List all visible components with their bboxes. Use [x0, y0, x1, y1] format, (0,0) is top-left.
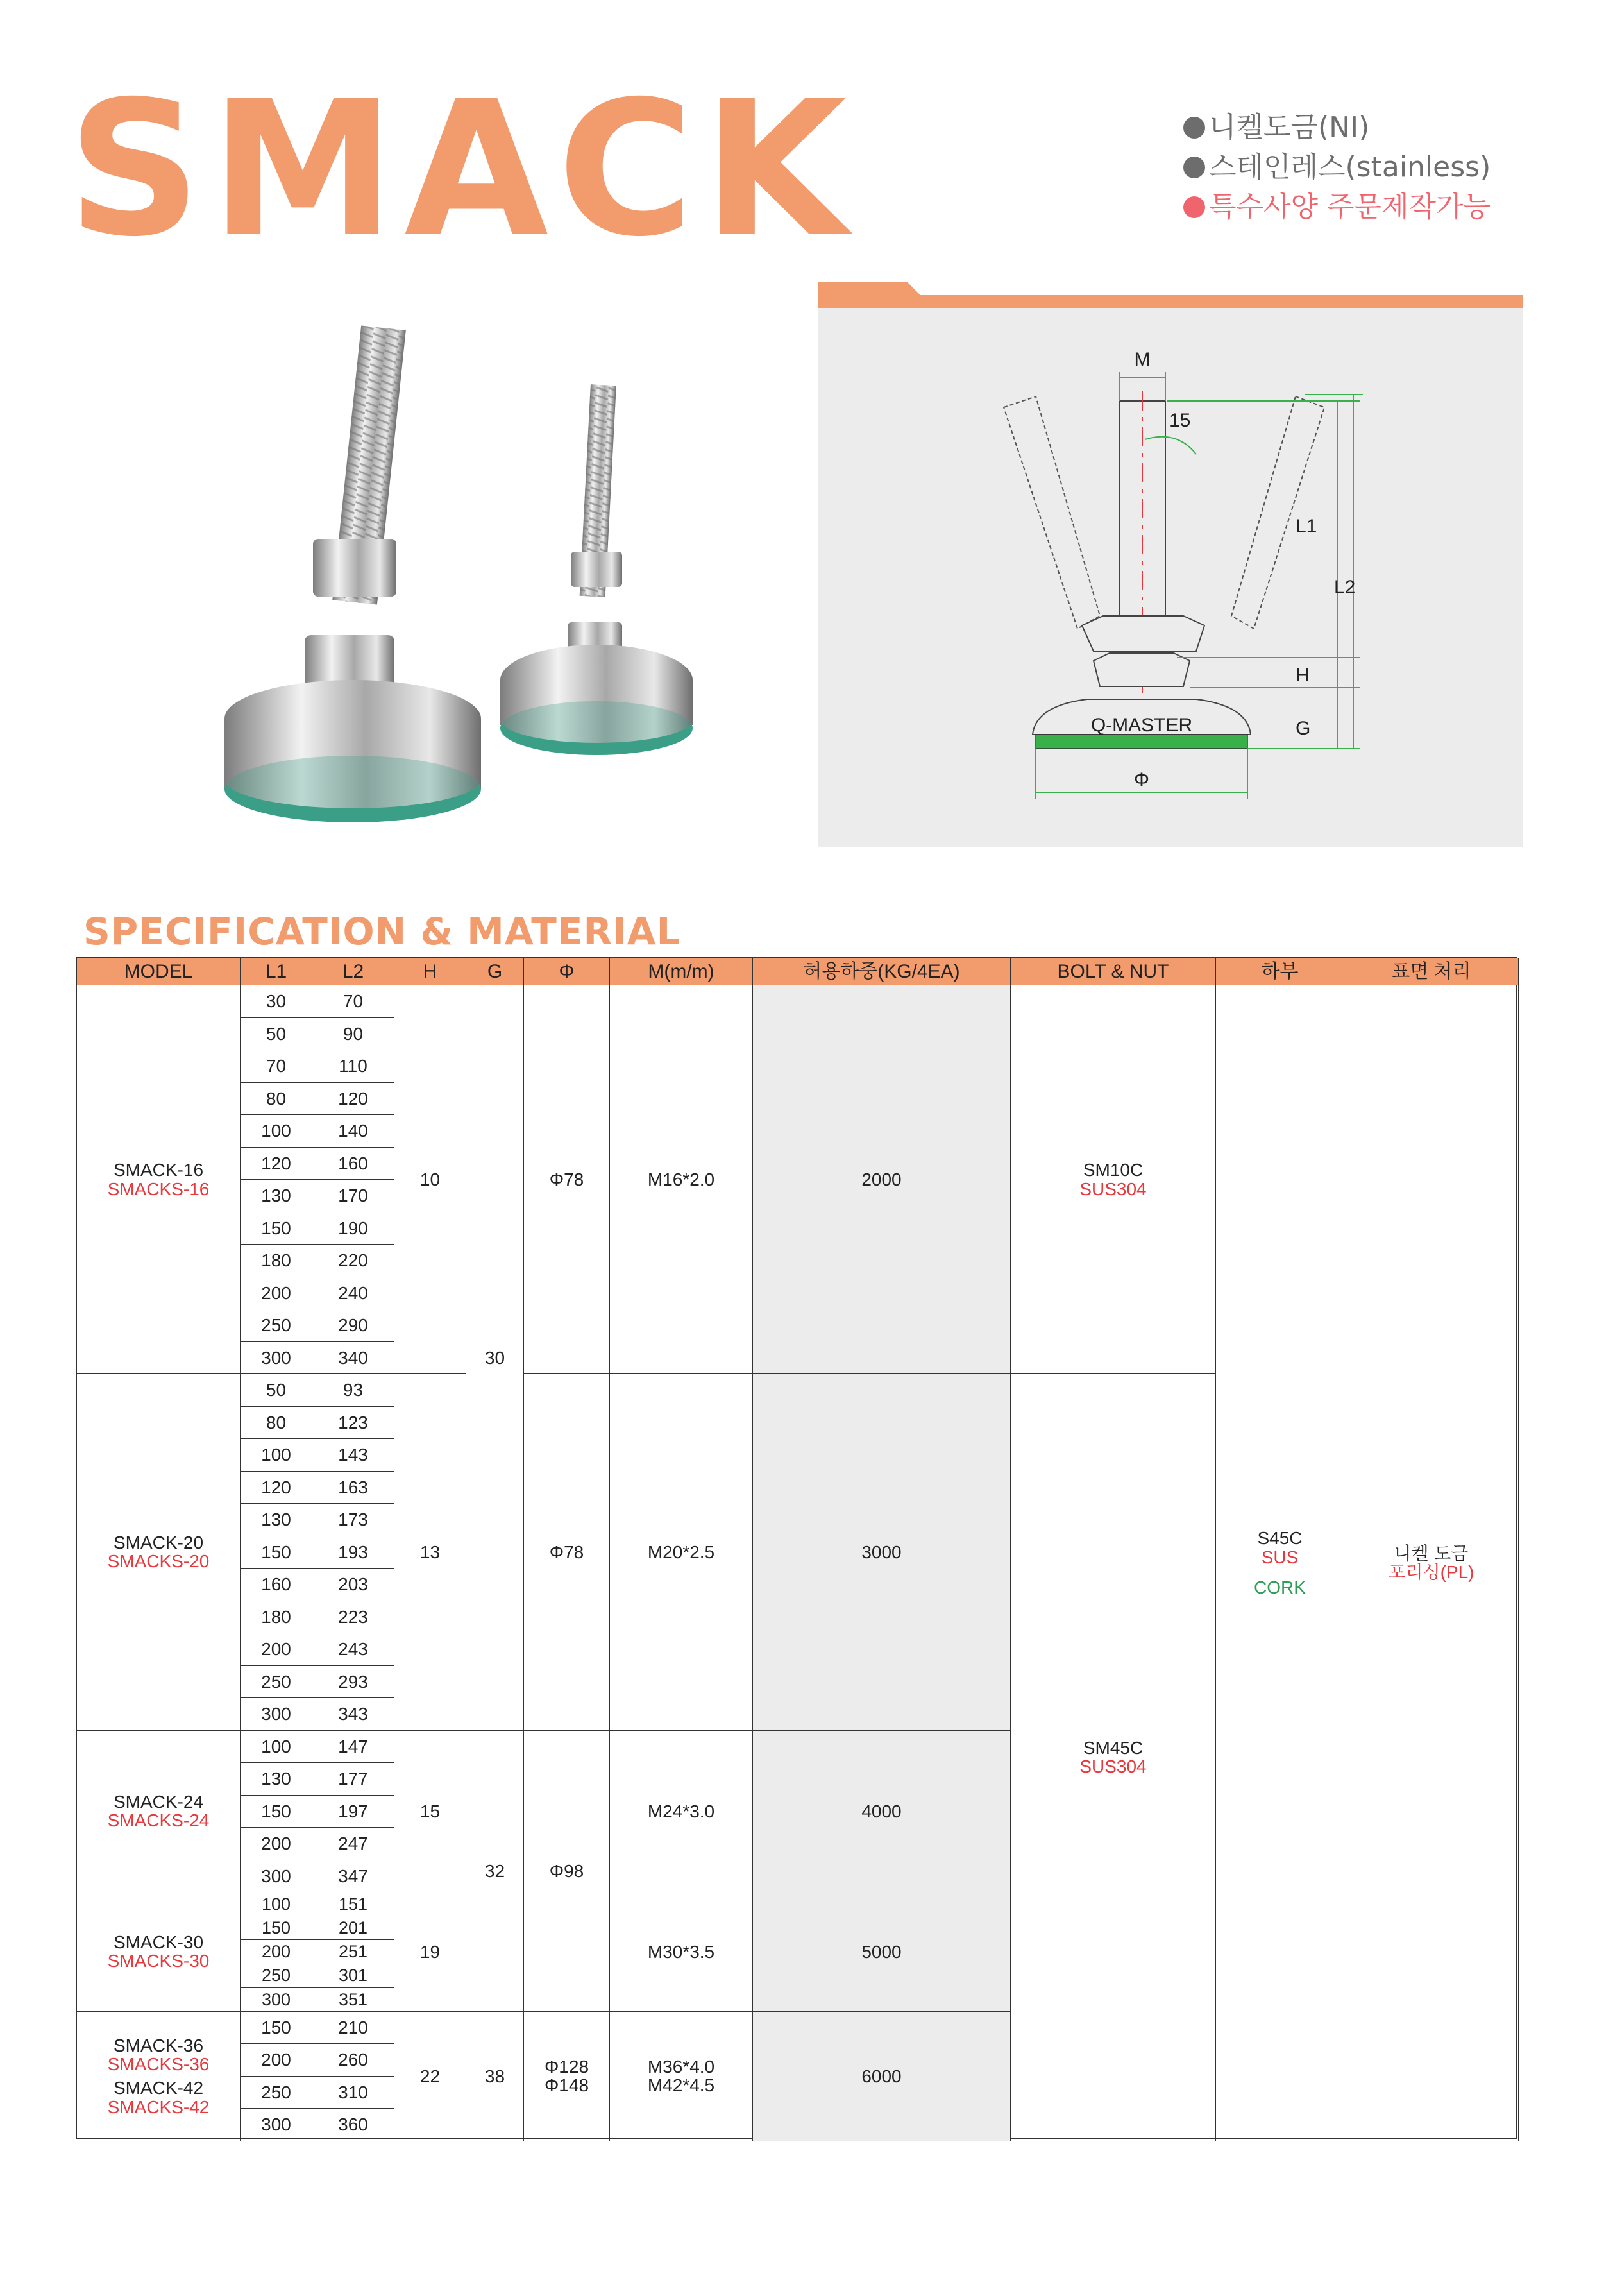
phi-cell: Φ78	[524, 985, 610, 1374]
header-g: G	[466, 958, 524, 985]
l2-cell: 140	[312, 1115, 394, 1148]
header-l1: L1	[241, 958, 312, 985]
phi-cell: Φ78	[524, 1374, 610, 1731]
l1-cell: 130	[241, 1180, 312, 1212]
l2-cell: 90	[312, 1018, 394, 1051]
l1-cell: 100	[241, 1439, 312, 1472]
l1-cell: 300	[241, 2109, 312, 2141]
l1-cell: 120	[241, 1472, 312, 1504]
load-cell: 3000	[753, 1374, 1011, 1731]
l1-cell: 180	[241, 1601, 312, 1634]
load-cell: 5000	[753, 1892, 1011, 2012]
l2-cell: 147	[312, 1731, 394, 1764]
l1-cell: 300	[241, 1988, 312, 2012]
h-cell: 13	[394, 1374, 466, 1731]
leveler-large	[224, 326, 481, 822]
thread-cell: M30*3.5	[610, 1892, 753, 2012]
l2-cell: 190	[312, 1212, 394, 1245]
h-cell: 22	[394, 2012, 466, 2141]
l1-cell: 300	[241, 1342, 312, 1375]
feature-bullets	[1183, 108, 1491, 227]
l2-cell: 243	[312, 1633, 394, 1666]
l2-cell: 203	[312, 1569, 394, 1601]
l1-cell: 200	[241, 1277, 312, 1310]
diagram-label-l1: L1	[1296, 516, 1317, 537]
load-cell: 2000	[753, 985, 1011, 1374]
l1-cell: 120	[241, 1148, 312, 1180]
l1-cell: 80	[241, 1407, 312, 1440]
bullet-nickel: 니켈도금(NI)	[1183, 108, 1491, 148]
header-lower: 하부	[1216, 958, 1344, 985]
l2-cell: 251	[312, 1940, 394, 1964]
l2-cell: 343	[312, 1698, 394, 1731]
thread-cell: M24*3.0	[610, 1731, 753, 1893]
header-phi: Φ	[524, 958, 610, 985]
l1-cell: 180	[241, 1245, 312, 1277]
model-cell: SMACK-24 SMACKS-24	[77, 1731, 241, 1893]
l1-cell: 150	[241, 1916, 312, 1940]
l2-cell: 240	[312, 1277, 394, 1310]
l2-cell: 193	[312, 1536, 394, 1569]
l2-cell: 143	[312, 1439, 394, 1472]
l2-cell: 301	[312, 1964, 394, 1988]
phi-cell: Φ128 Φ148	[524, 2012, 610, 2141]
l2-cell: 173	[312, 1504, 394, 1536]
bullet-custom-order: 특수사양 주문제작가능	[1183, 187, 1491, 227]
spec-table	[76, 957, 1517, 2139]
l1-cell: 150	[241, 1536, 312, 1569]
l2-cell: 197	[312, 1796, 394, 1828]
l1-cell: 300	[241, 1860, 312, 1893]
header-model: MODEL	[77, 958, 241, 985]
load-cell: 4000	[753, 1731, 1011, 1893]
header-thread: M(m/m)	[610, 958, 753, 985]
load-cell: 6000	[753, 2012, 1011, 2141]
l1-cell: 300	[241, 1698, 312, 1731]
model-cell: SMACK-16 SMACKS-16	[77, 985, 241, 1374]
l1-cell: 200	[241, 2044, 312, 2077]
diagram-label-h: H	[1296, 665, 1310, 686]
l1-cell: 200	[241, 1633, 312, 1666]
l1-cell: 30	[241, 985, 312, 1018]
diagram-label-angle: 15	[1169, 410, 1191, 431]
l1-cell: 130	[241, 1763, 312, 1796]
diagram-label-phi: Φ	[1134, 769, 1149, 790]
diagram-label-m: M	[1134, 349, 1151, 370]
diagram-label-g: G	[1296, 718, 1311, 739]
leveler-small	[500, 384, 693, 755]
surface-cell: 니켈 도금 포리싱(PL)	[1344, 985, 1519, 2141]
l2-cell: 210	[312, 2012, 394, 2045]
g-cell: 38	[466, 2012, 524, 2141]
diagram-base-label: Q-MASTER	[1090, 715, 1193, 736]
model-cell: SMACK-30 SMACKS-30	[77, 1892, 241, 2012]
l2-cell: 220	[312, 1245, 394, 1277]
l1-cell: 130	[241, 1504, 312, 1536]
model-cell: SMACK-20 SMACKS-20	[77, 1374, 241, 1731]
l2-cell: 260	[312, 2044, 394, 2077]
l2-cell: 290	[312, 1309, 394, 1342]
bullet-dot-icon	[1183, 117, 1205, 139]
l2-cell: 170	[312, 1180, 394, 1212]
l1-cell: 150	[241, 2012, 312, 2045]
thread-cell: M20*2.5	[610, 1374, 753, 1731]
h-cell: 19	[394, 1892, 466, 2012]
l2-cell: 310	[312, 2077, 394, 2109]
l2-cell: 293	[312, 1666, 394, 1699]
l1-cell: 250	[241, 1309, 312, 1342]
l2-cell: 247	[312, 1828, 394, 1860]
bolt-cell: SM10C SUS304	[1011, 985, 1216, 1374]
l1-cell: 250	[241, 1666, 312, 1699]
l1-cell: 100	[241, 1892, 312, 1916]
bullet-dot-icon	[1183, 196, 1205, 218]
l2-cell: 223	[312, 1601, 394, 1634]
g-cell: 32	[466, 1731, 524, 2012]
l1-cell: 250	[241, 1964, 312, 1988]
l1-cell: 100	[241, 1115, 312, 1148]
l1-cell: 80	[241, 1083, 312, 1116]
h-cell: 10	[394, 985, 466, 1374]
l2-cell: 110	[312, 1050, 394, 1083]
brand-title: SMACK	[67, 62, 856, 278]
phi-cell: Φ98	[524, 1731, 610, 2012]
l2-cell: 163	[312, 1472, 394, 1504]
l1-cell: 160	[241, 1569, 312, 1601]
header-bolt-nut: BOLT & NUT	[1011, 958, 1216, 985]
spec-title: SPECIFICATION & MATERIAL	[83, 910, 681, 953]
bolt-cell: SM45C SUS304	[1011, 1374, 1216, 2141]
model-cell: SMACK-36 SMACKS-36 SMACK-42 SMACKS-42	[77, 2012, 241, 2141]
h-cell: 15	[394, 1731, 466, 1893]
l1-cell: 50	[241, 1018, 312, 1051]
l2-cell: 351	[312, 1988, 394, 2012]
l1-cell: 250	[241, 2077, 312, 2109]
bullet-stainless: 스테인레스(stainless)	[1183, 148, 1491, 187]
thread-cell: M36*4.0 M42*4.5	[610, 2012, 753, 2141]
header-h: H	[394, 958, 466, 985]
l1-cell: 150	[241, 1212, 312, 1245]
l2-cell: 340	[312, 1342, 394, 1375]
g-cell: 30	[466, 985, 524, 1731]
l2-cell: 93	[312, 1374, 394, 1407]
l2-cell: 151	[312, 1892, 394, 1916]
l2-cell: 201	[312, 1916, 394, 1940]
l2-cell: 347	[312, 1860, 394, 1893]
product-photo	[192, 302, 770, 828]
l1-cell: 200	[241, 1940, 312, 1964]
l2-cell: 120	[312, 1083, 394, 1116]
diagram-label-l2: L2	[1334, 577, 1356, 598]
l1-cell: 70	[241, 1050, 312, 1083]
header-load: 허용하중(KG/4EA)	[753, 958, 1011, 985]
l2-cell: 123	[312, 1407, 394, 1440]
l2-cell: 177	[312, 1763, 394, 1796]
l1-cell: 150	[241, 1796, 312, 1828]
l1-cell: 100	[241, 1731, 312, 1764]
l2-cell: 70	[312, 985, 394, 1018]
technical-diagram	[818, 282, 1523, 847]
header-surface: 표면 처리	[1344, 958, 1519, 985]
l1-cell: 50	[241, 1374, 312, 1407]
bullet-dot-icon	[1183, 157, 1205, 178]
l2-cell: 360	[312, 2109, 394, 2141]
thread-cell: M16*2.0	[610, 985, 753, 1374]
l1-cell: 200	[241, 1828, 312, 1860]
l2-cell: 160	[312, 1148, 394, 1180]
header-l2: L2	[312, 958, 394, 985]
lower-cell: S45C SUS CORK	[1216, 985, 1344, 2141]
